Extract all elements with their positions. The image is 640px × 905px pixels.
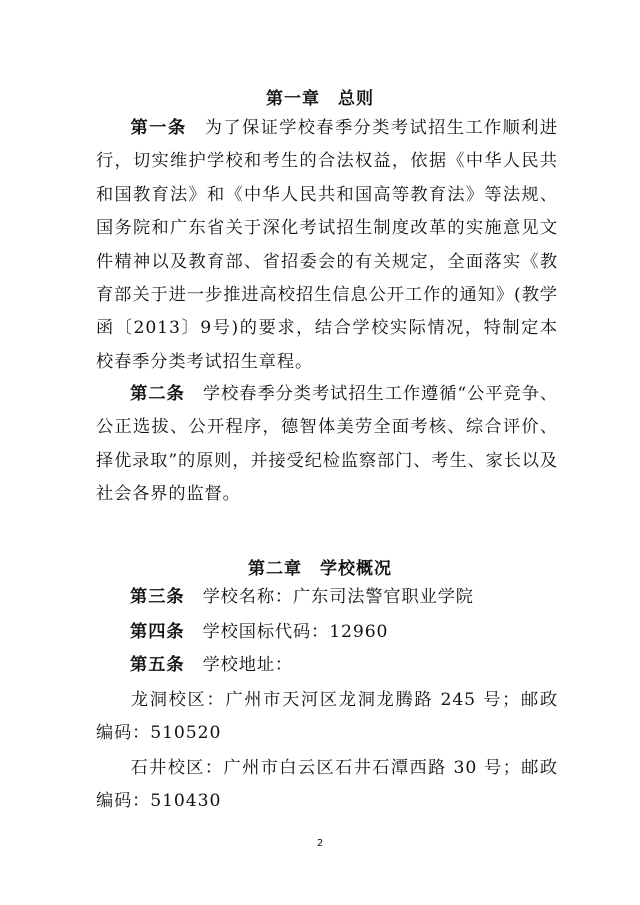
campus-longdong-text: 龙洞校区：广州市天河区龙洞龙腾路 245 号；邮政编码：510520 xyxy=(96,690,558,744)
article-2 xyxy=(96,378,558,512)
article-3-text: 学校名称：广东司法警官职业学院 xyxy=(202,587,474,607)
article-3 xyxy=(96,581,558,614)
article-2-text: 学校春季分类考试招生工作遵循“公平竞争、公正选拔、公开程序，德智体美劳全面考核、综合评价、择优录取”的原则，并接受纪检监察部门、考生、家长以及社会各界的监督。 xyxy=(96,384,558,505)
campus-shijing xyxy=(96,752,558,819)
article-1 xyxy=(96,112,558,379)
article-5-label: 第五条 xyxy=(130,655,185,675)
article-4-label: 第四条 xyxy=(130,622,185,642)
page-number: 2 xyxy=(316,838,324,849)
campus-shijing-text: 石井校区：广州市白云区石井石潭西路 30 号；邮政编码：510430 xyxy=(96,758,558,812)
article-1-label: 第一条 xyxy=(130,118,187,138)
chapter-1-heading xyxy=(0,84,640,109)
article-1-text: 为了保证学校春季分类考试招生工作顺利进行，切实维护学校和考生的合法权益，依据《中华人民共和国教育法》和《中华人民共和国高等教育法》等法规、国务院和广东省关于深化考试招生制度改革的实施意见文件精神以及教育部、省招委会的有关规定，全面落实《教育部关于进一步推进高校招生信息公开工作的通知》(教学函〔2013〕9号)的要求，结合学校实际情况，特制定本校春季分类考试招生章程。 xyxy=(96,118,558,372)
article-4-text: 学校国标代码：12960 xyxy=(202,622,389,642)
chapter-2-heading xyxy=(0,554,640,579)
article-3-label: 第三条 xyxy=(130,587,185,607)
chapter-2-label: 第二章 xyxy=(248,559,302,579)
article-5 xyxy=(96,649,558,682)
campus-longdong xyxy=(96,684,558,751)
article-5-text: 学校地址： xyxy=(202,655,294,675)
chapter-1-label: 第一章 xyxy=(266,89,320,109)
chapter-2-title: 学校概况 xyxy=(320,559,392,579)
article-4 xyxy=(96,616,558,649)
chapter-1-title: 总则 xyxy=(338,89,374,109)
article-2-label: 第二条 xyxy=(130,384,185,404)
